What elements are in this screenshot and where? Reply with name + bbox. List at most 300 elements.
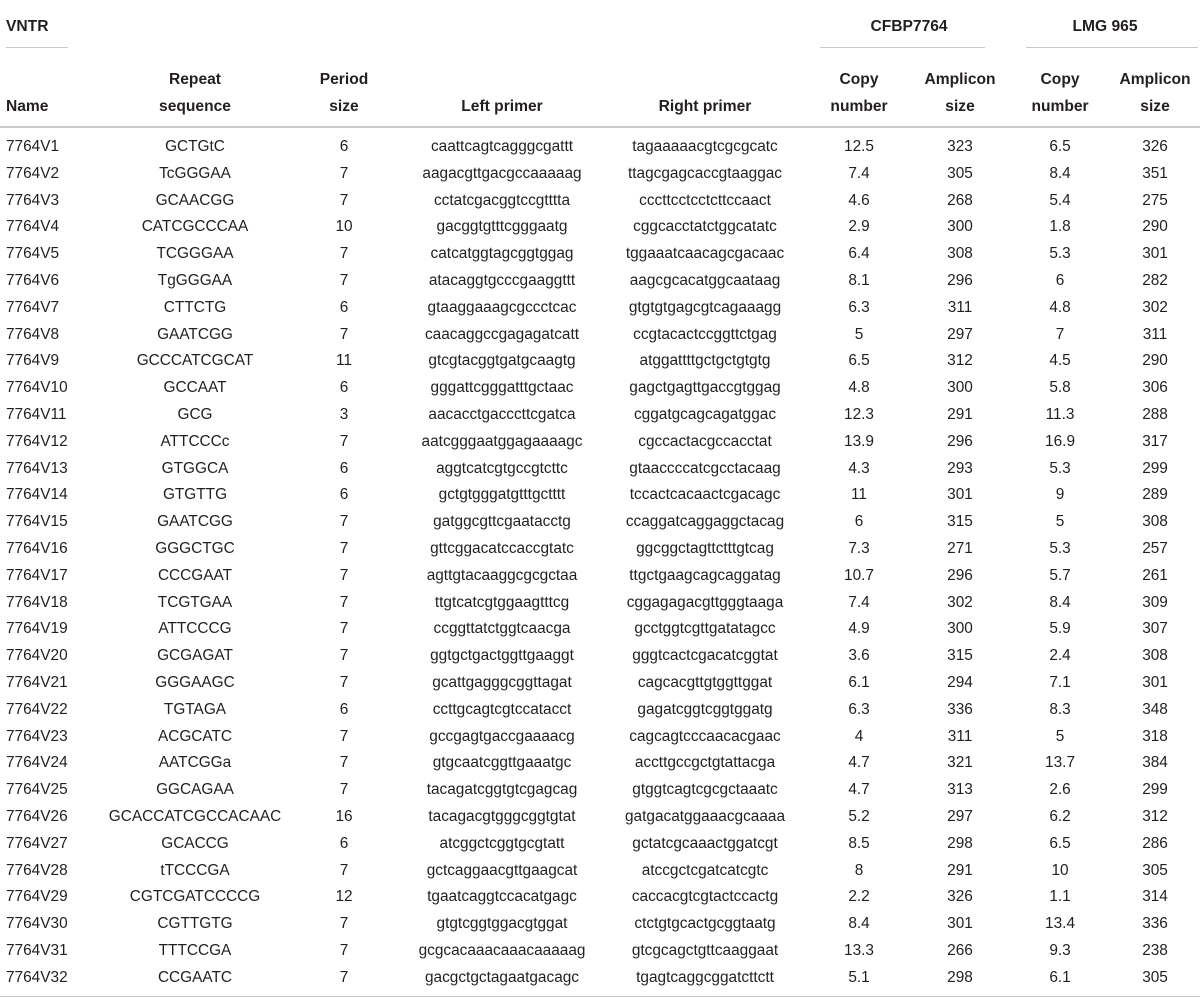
period-size-cell: 7 — [339, 754, 349, 772]
lmg-amplicon-size-cell: 384 — [1142, 754, 1168, 772]
lmg-amplicon-size-cell: 282 — [1142, 271, 1168, 289]
lmg-copy-number-cell: 4.5 — [1049, 352, 1071, 370]
table-row — [0, 938, 1200, 965]
period-size-cell: 6 — [339, 700, 349, 718]
lmg-amplicon-size-cell: 307 — [1142, 620, 1168, 638]
right-primer-cell: ggcggctagttctttgtcag — [636, 539, 774, 557]
period-size-cell: 7 — [339, 191, 349, 209]
cfbp-copy-number-cell: 6.4 — [848, 245, 870, 263]
right-primer-cell: caccacgtcgtactccactg — [631, 888, 779, 906]
cfbp-copy-number-cell: 4 — [854, 727, 864, 745]
lmg-amplicon-size-cell: 261 — [1142, 566, 1168, 584]
cfbp-amplicon-size-cell: 293 — [947, 459, 973, 477]
lmg-copy-number-cell: 5.7 — [1049, 566, 1071, 584]
cfbp-copy-number-cell: 5.2 — [848, 807, 870, 825]
lmg-amplicon-size-cell: 302 — [1142, 298, 1168, 316]
left-primer-cell: aggtcatcgtgccgtcttc — [436, 459, 568, 477]
right-primer-cell: ttagcgagcaccgtaaggac — [627, 164, 783, 182]
cfbp-amplicon-size-cell: 300 — [947, 218, 973, 236]
lmg-amplicon-size-cell: 311 — [1142, 325, 1168, 343]
lmg-amplicon-size-cell: 306 — [1142, 379, 1168, 397]
repeat-sequence-cell: TCGTGAA — [157, 593, 233, 611]
lmg-amplicon-size-cell: 301 — [1142, 245, 1168, 263]
cfbp-copy-number-cell: 3.6 — [848, 647, 870, 665]
repeat-sequence-cell: GCTGtC — [165, 138, 225, 155]
repeat-sequence-cell: CCGAATC — [157, 968, 233, 986]
name-cell: 7764V32 — [6, 968, 68, 986]
right-primer-cell: tccactcacaactcgacagc — [629, 486, 781, 504]
right-primer-cell: gtaaccccatcgcctacaag — [629, 459, 781, 477]
table-row — [0, 590, 1200, 617]
repeat-sequence-cell: TcGGGAA — [159, 164, 231, 182]
lmg-amplicon-size-cell: 326 — [1142, 138, 1168, 155]
repeat-sequence-cell: GCGAGAT — [157, 647, 233, 665]
repeat-sequence-cell: AATCGGa — [158, 754, 232, 772]
table-row — [0, 777, 1200, 804]
cfbp-copy-number-cell: 4.8 — [848, 379, 870, 397]
lmg-amplicon-size-cell: 275 — [1142, 191, 1168, 209]
right-primer-cell: atggattttgctgctgtgtg — [639, 352, 771, 370]
cfbp-amplicon-size-cell: 311 — [947, 298, 973, 316]
lmg965-group-underline — [1026, 47, 1198, 48]
lmg-copy-number-cell: 13.4 — [1045, 915, 1076, 933]
right-primer-cell: ccaggatcaggaggctacag — [625, 513, 785, 531]
left-primer-cell: aatcgggaatggagaaaagc — [421, 432, 583, 450]
lmg-amplicon-size-cell: 317 — [1142, 432, 1168, 450]
right-primer-cell: gtgtgtgagcgtcagaaagg — [628, 298, 782, 316]
lmg-copy-number-cell: 7.1 — [1049, 673, 1071, 691]
repeat-sequence-cell: CCCGAAT — [157, 566, 233, 584]
left-primer-cell: gtgtcggtggacgtggat — [436, 915, 568, 933]
name-cell: 7764V17 — [6, 566, 68, 584]
right-primer-cell: gctatcgcaaactggatcgt — [632, 834, 778, 852]
cfbp-amplicon-size-cell: 296 — [947, 432, 973, 450]
lmg-copy-number-cell: 5.3 — [1049, 245, 1071, 263]
table-row — [0, 750, 1200, 777]
period-size-cell: 6 — [339, 834, 349, 852]
table-row — [0, 831, 1200, 858]
left-primer-cell: tgaatcaggtccacatgagc — [427, 888, 577, 906]
right-primer-cell: tggaaatcaacagcgacaac — [625, 245, 785, 263]
left-primer-cell: gtcgtacggtgatgcaagtg — [428, 352, 576, 370]
cfbp-copy-number-cell: 8.4 — [848, 915, 870, 933]
table-row — [0, 724, 1200, 751]
column-header-lmg-amplicon-size: Amplicon size — [1119, 71, 1191, 115]
lmg-amplicon-size-cell: 305 — [1142, 968, 1168, 986]
name-cell: 7764V22 — [6, 700, 68, 718]
cfbp-amplicon-size-cell: 297 — [947, 807, 973, 825]
cfbp-copy-number-cell: 7.3 — [848, 539, 870, 557]
cfbp-copy-number-cell: 7.4 — [848, 593, 870, 611]
name-cell: 7764V11 — [6, 405, 67, 423]
lmg-amplicon-size-cell: 318 — [1142, 727, 1168, 745]
period-size-cell: 7 — [339, 941, 349, 959]
cfbp-copy-number-cell: 8 — [854, 861, 864, 879]
table-row — [0, 858, 1200, 885]
lmg-copy-number-cell: 6.2 — [1049, 807, 1071, 825]
repeat-sequence-cell: GGGCTGC — [155, 539, 235, 557]
repeat-sequence-cell: GAATCGG — [157, 325, 233, 343]
lmg-amplicon-size-cell: 286 — [1142, 834, 1168, 852]
left-primer-cell: caacaggccgagagatcatt — [424, 325, 580, 343]
lmg-copy-number-cell: 5.9 — [1049, 620, 1071, 638]
left-primer-cell: ttgtcatcgtggaagtttcg — [434, 593, 570, 611]
cfbp-amplicon-size-cell: 291 — [947, 405, 973, 423]
repeat-sequence-cell: CTTCTG — [163, 298, 227, 316]
repeat-sequence-cell: TCGGGAA — [156, 245, 234, 263]
period-size-cell: 7 — [339, 566, 349, 584]
right-primer-cell: cggcacctatctggcatatc — [633, 218, 777, 236]
cfbp-amplicon-size-cell: 315 — [947, 513, 973, 531]
repeat-sequence-cell: ATTCCCG — [158, 620, 232, 638]
right-primer-cell: atccgctcgatcatcgtc — [641, 861, 769, 879]
cfbp-copy-number-cell: 4.9 — [848, 620, 870, 638]
lmg-amplicon-size-cell: 348 — [1142, 700, 1168, 718]
cfbp-copy-number-cell: 6.3 — [848, 700, 870, 718]
repeat-sequence-cell: GCCAAT — [163, 379, 227, 397]
cfbp-amplicon-size-cell: 305 — [947, 164, 973, 182]
cfbp-copy-number-cell: 6.5 — [848, 352, 870, 370]
name-cell: 7764V30 — [6, 915, 68, 933]
left-primer-cell: gatggcgttcgaatacctg — [433, 513, 571, 531]
period-size-cell: 7 — [339, 325, 349, 343]
repeat-sequence-cell: GCACCG — [161, 834, 229, 852]
cfbp-amplicon-size-cell: 294 — [947, 673, 973, 691]
table-row — [0, 322, 1200, 349]
vntr-table — [0, 4, 1200, 997]
right-primer-cell: gatgacatggaaacgcaaaa — [624, 807, 786, 825]
lmg-copy-number-cell: 9 — [1055, 486, 1065, 504]
cfbp-amplicon-size-cell: 300 — [947, 379, 973, 397]
table-row — [0, 456, 1200, 483]
period-size-cell: 3 — [339, 405, 349, 423]
name-cell: 7764V14 — [6, 486, 68, 504]
left-primer-cell: gcattgagggcggttagat — [432, 673, 572, 691]
left-primer-cell: atacaggtgcccgaaggttt — [428, 271, 576, 289]
right-primer-cell: cggatgcagcagatggac — [633, 405, 777, 423]
lmg-copy-number-cell: 6 — [1055, 271, 1065, 289]
right-primer-cell: cagcacgttgtggttggat — [637, 673, 773, 691]
table-row — [0, 697, 1200, 724]
left-primer-cell: cctatcgacggtccgtttta — [433, 191, 571, 209]
repeat-sequence-cell: GGCAGAA — [156, 781, 234, 799]
table-row — [0, 375, 1200, 402]
table-header — [0, 4, 1200, 127]
left-primer-cell: catcatggtagcggtggag — [430, 245, 574, 263]
table-row — [0, 241, 1200, 268]
cfbp-copy-number-cell: 2.9 — [848, 218, 870, 236]
left-primer-cell: atcggctcggtgcgtatt — [439, 834, 565, 852]
right-primer-cell: cccttcctcctcttccaact — [639, 191, 771, 209]
lmg-amplicon-size-cell: 312 — [1142, 807, 1168, 825]
cfbp-amplicon-size-cell: 268 — [947, 191, 973, 209]
name-cell: 7764V2 — [6, 164, 60, 182]
cfbp-copy-number-cell: 4.7 — [848, 754, 870, 772]
cfbp-copy-number-cell: 11 — [851, 486, 867, 504]
cfbp-amplicon-size-cell: 313 — [947, 781, 973, 799]
lmg-copy-number-cell: 4.8 — [1049, 298, 1071, 316]
column-header-repeat-sequence: Repeat sequence — [159, 71, 231, 115]
lmg-amplicon-size-cell: 301 — [1142, 673, 1168, 691]
name-cell: 7764V23 — [6, 727, 68, 745]
right-primer-cell: gggtcactcgacatcggtat — [632, 647, 778, 665]
right-primer-cell: cggagagacgttgggtaaga — [626, 593, 784, 611]
right-primer-cell: ttgctgaagcagcaggatag — [629, 566, 781, 584]
left-primer-cell: gttcggacatccaccgtatc — [430, 539, 574, 557]
table-row — [0, 295, 1200, 322]
right-primer-cell: ctctgtgcactgcggtaatg — [634, 915, 776, 933]
cfbp-copy-number-cell: 8.5 — [848, 834, 870, 852]
cfbp7764-group-underline — [820, 47, 985, 48]
period-size-cell: 7 — [339, 432, 349, 450]
table-row — [0, 128, 1200, 161]
name-cell: 7764V27 — [6, 834, 68, 852]
left-primer-cell: gtgcaatcggttgaaatgc — [432, 754, 572, 772]
name-cell: 7764V28 — [6, 861, 68, 879]
repeat-sequence-cell: GAATCGG — [157, 513, 233, 531]
cfbp-amplicon-size-cell: 271 — [947, 539, 973, 557]
cfbp-copy-number-cell: 6.3 — [848, 298, 870, 316]
cfbp-copy-number-cell: 6.1 — [848, 673, 870, 691]
cfbp-amplicon-size-cell: 312 — [947, 352, 973, 370]
lmg-copy-number-cell: 5.8 — [1049, 379, 1071, 397]
lmg-copy-number-cell: 2.4 — [1049, 647, 1071, 665]
cfbp-amplicon-size-cell: 336 — [947, 700, 973, 718]
right-primer-cell: gagatcggtcggtggatg — [637, 700, 773, 718]
column-header-right-primer: Right primer — [658, 98, 752, 115]
name-cell: 7764V15 — [6, 513, 68, 531]
period-size-cell: 7 — [339, 271, 349, 289]
name-cell: 7764V7 — [6, 298, 60, 316]
name-cell: 7764V12 — [6, 432, 68, 450]
name-cell: 7764V9 — [6, 352, 60, 370]
name-cell: 7764V5 — [6, 245, 60, 263]
lmg-amplicon-size-cell: 290 — [1142, 352, 1168, 370]
lmg-amplicon-size-cell: 290 — [1142, 218, 1168, 236]
cfbp-amplicon-size-cell: 323 — [947, 138, 973, 155]
repeat-sequence-cell: TgGGGAA — [157, 271, 233, 289]
lmg-copy-number-cell: 10 — [1051, 861, 1069, 879]
period-size-cell: 7 — [339, 164, 349, 182]
name-cell: 7764V1 — [6, 138, 60, 155]
table-row — [0, 563, 1200, 590]
cfbp-amplicon-size-cell: 298 — [947, 968, 973, 986]
table-row — [0, 268, 1200, 295]
cfbp-amplicon-size-cell: 300 — [947, 620, 973, 638]
period-size-cell: 6 — [339, 138, 349, 155]
repeat-sequence-cell: CGTCGATCCCCG — [129, 888, 261, 906]
lmg-copy-number-cell: 5 — [1055, 727, 1065, 745]
table-row — [0, 670, 1200, 697]
name-cell: 7764V6 — [6, 271, 60, 289]
cfbp-copy-number-cell: 13.9 — [844, 432, 874, 450]
lmg-copy-number-cell: 5 — [1055, 513, 1065, 531]
right-primer-cell: aagcgcacatggcaataag — [629, 271, 781, 289]
vntr-group-header: VNTR — [6, 17, 49, 35]
name-cell: 7764V10 — [6, 379, 68, 397]
cfbp-amplicon-size-cell: 291 — [947, 861, 973, 879]
right-primer-cell: ccgtacactccggttctgag — [633, 325, 777, 343]
lmg-copy-number-cell: 1.8 — [1049, 218, 1071, 236]
repeat-sequence-cell: TTTCCGA — [158, 941, 232, 959]
left-primer-cell: gcgcacaaacaaacaaaaag — [418, 941, 586, 959]
table-row — [0, 616, 1200, 643]
cfbp-copy-number-cell: 4.6 — [848, 191, 870, 209]
repeat-sequence-cell: CGTTGTG — [157, 915, 233, 933]
cfbp-amplicon-size-cell: 308 — [947, 245, 973, 263]
right-primer-cell: gagctgagttgaccgtggag — [629, 379, 781, 397]
name-cell: 7764V8 — [6, 325, 60, 343]
left-primer-cell: agttgtacaaggcgcgctaa — [426, 566, 578, 584]
left-primer-cell: ccggttatctggtcaacga — [433, 620, 571, 638]
left-primer-cell: gtaaggaaagcgccctcac — [427, 298, 577, 316]
lmg-copy-number-cell: 6.5 — [1049, 138, 1071, 155]
table-row — [0, 161, 1200, 188]
cfbp-copy-number-cell: 2.2 — [848, 888, 870, 906]
table-row — [0, 911, 1200, 938]
name-cell: 7764V20 — [6, 647, 68, 665]
table-row — [0, 188, 1200, 215]
period-size-cell: 6 — [339, 459, 349, 477]
lmg-amplicon-size-cell: 336 — [1142, 915, 1168, 933]
period-size-cell: 7 — [339, 647, 349, 665]
name-cell: 7764V13 — [6, 459, 68, 477]
table-row — [0, 536, 1200, 563]
period-size-cell: 7 — [339, 968, 349, 986]
left-primer-cell: ggtgctgactggttgaaggt — [430, 647, 574, 665]
name-cell: 7764V18 — [6, 593, 68, 611]
cfbp-amplicon-size-cell: 301 — [947, 915, 973, 933]
repeat-sequence-cell: GCCCATCGCAT — [136, 352, 254, 370]
name-cell: 7764V4 — [6, 218, 60, 236]
name-cell: 7764V24 — [6, 754, 68, 772]
right-primer-cell: gcctggtcgttgatatagcc — [634, 620, 776, 638]
lmg-copy-number-cell: 8.4 — [1049, 164, 1071, 182]
period-size-cell: 6 — [339, 379, 349, 397]
table-row — [0, 402, 1200, 429]
cfbp-amplicon-size-cell: 298 — [947, 834, 973, 852]
cfbp-copy-number-cell: 10.7 — [844, 566, 874, 584]
repeat-sequence-cell: TGTAGA — [163, 700, 227, 718]
lmg-amplicon-size-cell: 309 — [1142, 593, 1168, 611]
period-size-cell: 7 — [339, 245, 349, 263]
lmg-copy-number-cell: 11.3 — [1045, 405, 1075, 423]
column-header-cfbp-amplicon-size: Amplicon size — [924, 71, 996, 115]
name-cell: 7764V29 — [6, 888, 68, 906]
period-size-cell: 7 — [339, 620, 349, 638]
cfbp-amplicon-size-cell: 321 — [947, 754, 973, 772]
cfbp-amplicon-size-cell: 297 — [947, 325, 973, 343]
repeat-sequence-cell: ATTCCCc — [160, 432, 230, 450]
lmg-amplicon-size-cell: 299 — [1142, 781, 1168, 799]
table-row — [0, 429, 1200, 456]
table-row — [0, 348, 1200, 375]
lmg-copy-number-cell: 7 — [1055, 325, 1065, 343]
left-primer-cell: ccttgcagtcgtccatacct — [432, 700, 572, 718]
table-row — [0, 643, 1200, 670]
lmg-copy-number-cell: 5.4 — [1049, 191, 1071, 209]
left-primer-cell: gacggtgtttcgggaatg — [436, 218, 568, 236]
left-primer-cell: aacacctgacccttcgatca — [428, 405, 576, 423]
column-header-period-size: Period size — [319, 71, 369, 115]
right-primer-cell: gtcgcagctgttcaaggaat — [631, 941, 779, 959]
table-row — [0, 884, 1200, 911]
period-size-cell: 16 — [335, 807, 353, 825]
lmg-amplicon-size-cell: 308 — [1142, 647, 1168, 665]
name-cell: 7764V16 — [6, 539, 68, 557]
repeat-sequence-cell: GCACCATCGCCACAAC — [108, 807, 282, 825]
cfbp-amplicon-size-cell: 315 — [947, 647, 973, 665]
period-size-cell: 7 — [339, 593, 349, 611]
table-row — [0, 482, 1200, 509]
repeat-sequence-cell: GTGTTG — [162, 486, 228, 504]
period-size-cell: 6 — [339, 298, 349, 316]
column-header-cfbp-copy-number: Copy number — [830, 71, 888, 115]
cfbp-copy-number-cell: 7.4 — [848, 164, 870, 182]
cfbp-amplicon-size-cell: 296 — [947, 566, 973, 584]
table-row — [0, 965, 1200, 992]
name-cell: 7764V21 — [6, 673, 68, 691]
lmg-amplicon-size-cell: 299 — [1142, 459, 1168, 477]
cfbp7764-group-header: CFBP7764 — [870, 17, 948, 35]
lmg-amplicon-size-cell: 238 — [1142, 941, 1168, 959]
lmg-copy-number-cell: 13.7 — [1045, 754, 1076, 772]
cfbp-copy-number-cell: 5.1 — [848, 968, 870, 986]
lmg-copy-number-cell: 5.3 — [1049, 539, 1071, 557]
table-body — [0, 128, 1200, 992]
lmg-amplicon-size-cell: 257 — [1142, 539, 1168, 557]
right-primer-cell: cgccactacgccacctat — [638, 432, 772, 450]
period-size-cell: 7 — [339, 781, 349, 799]
period-size-cell: 7 — [339, 673, 349, 691]
lmg-copy-number-cell: 1.1 — [1049, 888, 1071, 906]
repeat-sequence-cell: GGGAAGC — [155, 673, 235, 691]
lmg-amplicon-size-cell: 289 — [1142, 486, 1168, 504]
name-cell: 7764V26 — [6, 807, 68, 825]
right-primer-cell: tagaaaaacgtcgcgcatc — [632, 138, 778, 155]
cfbp-amplicon-size-cell: 296 — [947, 271, 973, 289]
column-header-left-primer: Left primer — [461, 98, 543, 115]
left-primer-cell: gacgctgctagaatgacagc — [424, 968, 580, 986]
cfbp-copy-number-cell: 5 — [854, 325, 864, 343]
cfbp-copy-number-cell: 8.1 — [848, 271, 870, 289]
right-primer-cell: gtggtcagtcgcgctaaatc — [632, 781, 778, 799]
period-size-cell: 7 — [339, 915, 349, 933]
lmg-amplicon-size-cell: 314 — [1142, 888, 1168, 906]
left-primer-cell: aagacgttgacgccaaaaag — [422, 164, 582, 182]
repeat-sequence-cell: GTGGCA — [161, 459, 229, 477]
lmg-copy-number-cell: 16.9 — [1045, 432, 1076, 450]
cfbp-copy-number-cell: 13.3 — [844, 941, 874, 959]
left-primer-cell: gggattcgggatttgctaac — [430, 379, 574, 397]
table-row — [0, 509, 1200, 536]
period-size-cell: 7 — [339, 727, 349, 745]
left-primer-cell: tacagacgtgggcggtgtat — [428, 807, 576, 825]
repeat-sequence-cell: CATCGCCCAA — [141, 218, 249, 236]
right-primer-cell: accttgccgctgtattacga — [634, 754, 776, 772]
lmg-amplicon-size-cell: 305 — [1142, 861, 1168, 879]
left-primer-cell: caattcagtcagggcgattt — [430, 138, 574, 155]
cfbp-amplicon-size-cell: 301 — [947, 486, 973, 504]
column-header-name: Name — [6, 98, 49, 115]
table-row — [0, 804, 1200, 831]
repeat-sequence-cell: GCAACGG — [155, 191, 235, 209]
left-primer-cell: gccgagtgaccgaaaacg — [429, 727, 575, 745]
cfbp-amplicon-size-cell: 302 — [947, 593, 973, 611]
table-row — [0, 214, 1200, 241]
lmg965-group-header: LMG 965 — [1072, 17, 1138, 35]
name-cell: 7764V19 — [6, 620, 68, 638]
